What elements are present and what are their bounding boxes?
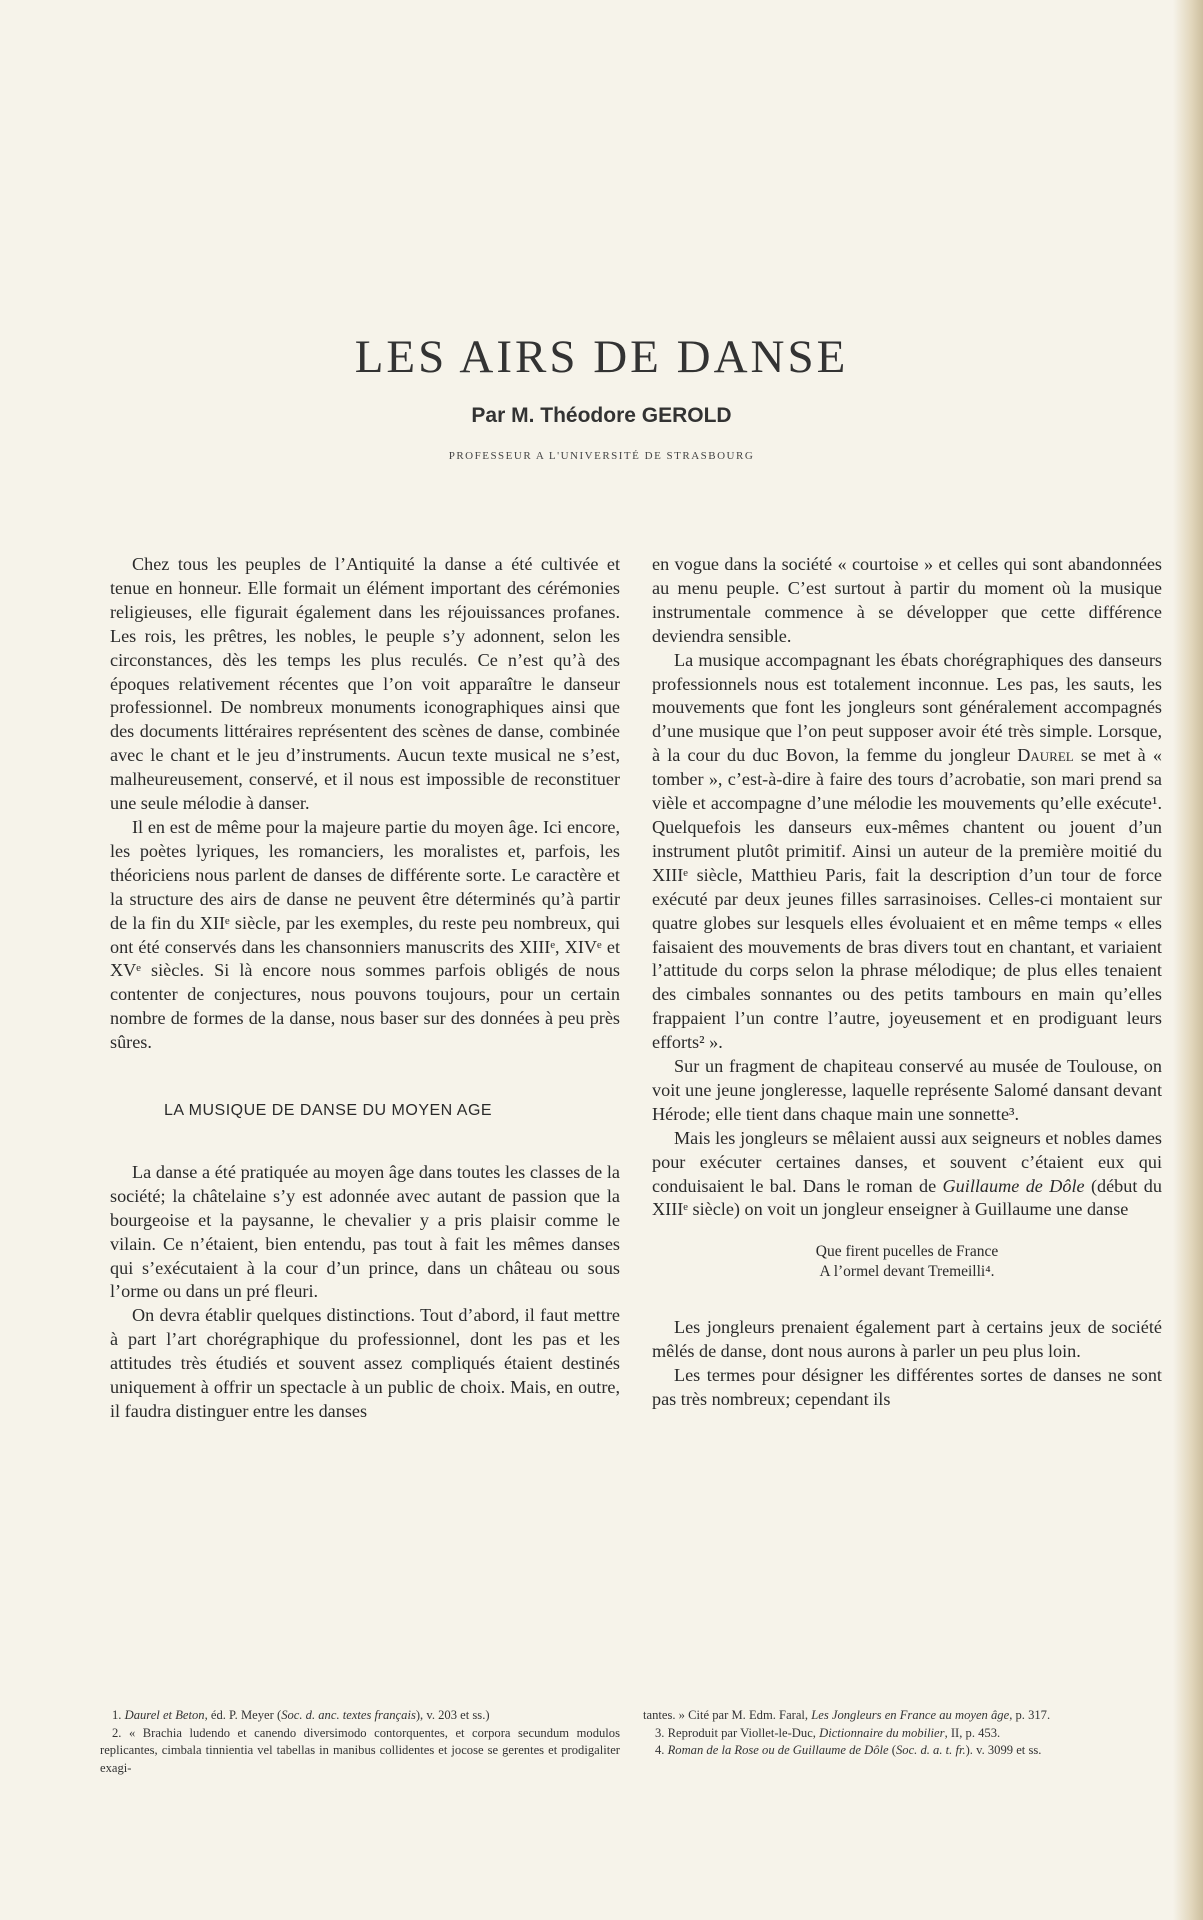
text-run: ), v. 203 et ss.) [415, 1708, 490, 1722]
page-edge-shadow [1173, 0, 1203, 1920]
paragraph: Les termes pour désigner les différentes sortes de danses ne sont pas très nombreux; cependant ils [652, 1365, 1162, 1410]
text-run: , p. 317. [1009, 1708, 1051, 1722]
right-column [652, 553, 1162, 1412]
paragraph: La danse a été pratiquée au moyen âge dans toutes les classes de la société; la châtelaine s’y est adonnée avec autant de passion que la bourgeoise et la paysanne, le chevalier y a pris plaisir comme le vilain. Ce n’étaient, bien entendu, pas tout à fait les mêmes danses qui s’exécutaient à la cour d’un prince, dans un château ou sous l’orme ou dans un pré fleuri. [110, 1161, 620, 1302]
footnote [643, 1742, 1166, 1760]
text-run: , éd. P. Meyer ( [204, 1708, 282, 1722]
verse-line: Que firent pucelles de France [815, 1243, 999, 1261]
work-title: Les Jongleurs en France au moyen âge [811, 1708, 1010, 1722]
footnote [643, 1707, 1166, 1725]
paragraph: Les jongleurs prenaient également part à certains jeux de société mêlés de danse, dont nous aurons à parler un peu plus loin. [652, 1317, 1162, 1362]
section-heading: LA MUSIQUE DE DANSE DU MOYEN AGE [164, 1102, 493, 1120]
text-run: , II, p. 453. [944, 1725, 1001, 1740]
footnote [100, 1707, 620, 1725]
footnotes-right [643, 1707, 1166, 1760]
name-daurel: Daurel [1017, 745, 1074, 766]
author-affiliation: PROFESSEUR A L'UNIVERSITÉ DE STRASBOURG [448, 450, 755, 462]
paragraph [652, 1127, 1162, 1223]
footnote [643, 1725, 1166, 1743]
text-run: 1. [112, 1708, 125, 1722]
text-run: (début du XIIIᵉ siècle) on voit un jongleur enseigner à Guillaume une danse [652, 1175, 1162, 1220]
article-author: Par M. Théodore GEROLD [471, 404, 732, 427]
verse-quote [652, 1242, 1162, 1282]
footnotes-left [100, 1707, 620, 1777]
text-run: 4. [655, 1743, 668, 1757]
work-title: Dictionnaire du mobilier [819, 1725, 945, 1740]
series-title: Soc. d. anc. textes français [281, 1708, 416, 1722]
verse-line: A l’ormel devant Tremeilli⁴. [819, 1263, 995, 1281]
text-run: tantes. » Cité par M. Edm. Faral, [643, 1708, 812, 1722]
text-run: ( [888, 1743, 896, 1757]
work-title: Daurel et Beton [124, 1708, 205, 1722]
text-run: ). v. 3099 et ss. [965, 1743, 1042, 1757]
text-run: La musique accompagnant les ébats chorégraphiques des danseurs professionnels nous est totalement inconnue. Les pas, les sauts, les mouvements que font les jongleurs sont généralement accompagnés d’une musique que l’on peut supposer avoir été très simple. Lorsque, à la cour du duc Bovon, la femme du jongleur [652, 649, 1162, 766]
footnote: 2. « Brachia ludendo et canendo diversimodo contorquentes, et corpora secundum modulos replicantes, cimbala tinnientia vel tabellas in manibus collidentes et jocose se gerentes et prodigaliter exagi- [100, 1725, 620, 1775]
article-title: LES AIRS DE DANSE [354, 331, 849, 383]
text-run: se met à « tomber », c’est-à-dire à faire des tours d’acrobatie, son mari prend sa vièle et accompagne d’une mélodie les mouvements qu’elle exécute¹. Quelquefois les danseurs eux-mêmes chantent ou jouent d’un instrument plutôt primitif. Ainsi un auteur de la première moitié du XIIIᵉ siècle, Matthieu Paris, fait la description d’un tour de force exécuté par deux jeunes filles sarrasinoises. Celles-ci montaient sur quatre globes sur lesquels elles évoluaient et en même temps « elles faisaient des mouvements de bras divers tout en chantant, et variaient l’attitude du corps selon la phrase mélodique; de plus elles tenaient des cimbales sonnantes ou des petits tambours en main qu’elles frappaient l’un contre l’autre, joyeusement et en prodiguant leurs efforts² ». [652, 745, 1163, 1053]
series-title: Soc. d. a. t. fr. [895, 1743, 966, 1757]
work-title: Roman de la Rose ou de Guillaume de Dôle [667, 1743, 889, 1757]
paragraph: Il en est de même pour la majeure partie du moyen âge. Ici encore, les poètes lyriques, les romanciers, les moralistes et, parfois, les théoriciens nous parlent de danses de différente sorte. Le caractère et la structure des airs de danse ne peuvent être déterminés qu’à partir de la fin du XIIᵉ siècle, par les exemples, du reste peu nombreux, qui ont été conservés dans les chansonniers manuscrits des XIIIᵉ, XIVᵉ et XVᵉ siècles. Si là encore nous sommes parfois obligés de nous contenter de conjectures, nous pouvons toujours, pour un certain nombre de formes de la danse, nous baser sur des données à peu près sûres. [110, 816, 620, 1053]
paragraph: Chez tous les peuples de l’Antiquité la danse a été cultivée et tenue en honneur. Elle formait un élément important des cérémonies religieuses, elle figurait également dans les réjouissances profanes. Les rois, les prêtres, les nobles, le peuple s’y adonnent, selon les circonstances, dès les temps les plus reculés. Ce n’est qu’à des époques relativement récentes que l’on voit apparaître le danseur professionnel. De nombreux monuments iconographiques ainsi que des documents littéraires représentent des scènes de danse, combinée avec le chant et le jeu d’instruments. Aucun texte musical ne s’est, malheureusement, conservé, et il nous est impossible de reconstituer une seule mélodie à danser. [110, 554, 620, 814]
paragraph: On devra établir quelques distinctions. Tout d’abord, il faut mettre à part l’art chorégraphique du professionnel, dont les pas et les attitudes très étudiés et souvent assez compliqués étaient destinés uniquement à offrir un spectacle à un public de choix. Mais, en outre, il faudra distinguer entre les danses [110, 1305, 620, 1421]
paragraph: Sur un fragment de chapiteau conservé au musée de Toulouse, on voit une jeune jongleresse, laquelle représente Salomé dansant devant Hérode; elle tient dans chaque main une sonnette³. [652, 1056, 1162, 1124]
left-column [110, 553, 620, 1424]
work-title: Guillaume de Dôle [942, 1175, 1085, 1196]
text-run: Mais les jongleurs se mêlaient aussi aux seigneurs et nobles dames pour exécuter certaines danses, et souvent c’étaient eux qui conduisaient le bal. Dans le roman de [652, 1127, 1162, 1196]
paragraph: en vogue dans la société « courtoise » et celles qui sont abandonnées au menu peuple. C’est surtout à partir du moment où la musique instrumentale commence à se développer que cette différence deviendra sensible. [652, 554, 1162, 646]
paragraph [652, 649, 1162, 1055]
text-run: 3. Reproduit par Viollet-le-Duc, [655, 1725, 820, 1740]
